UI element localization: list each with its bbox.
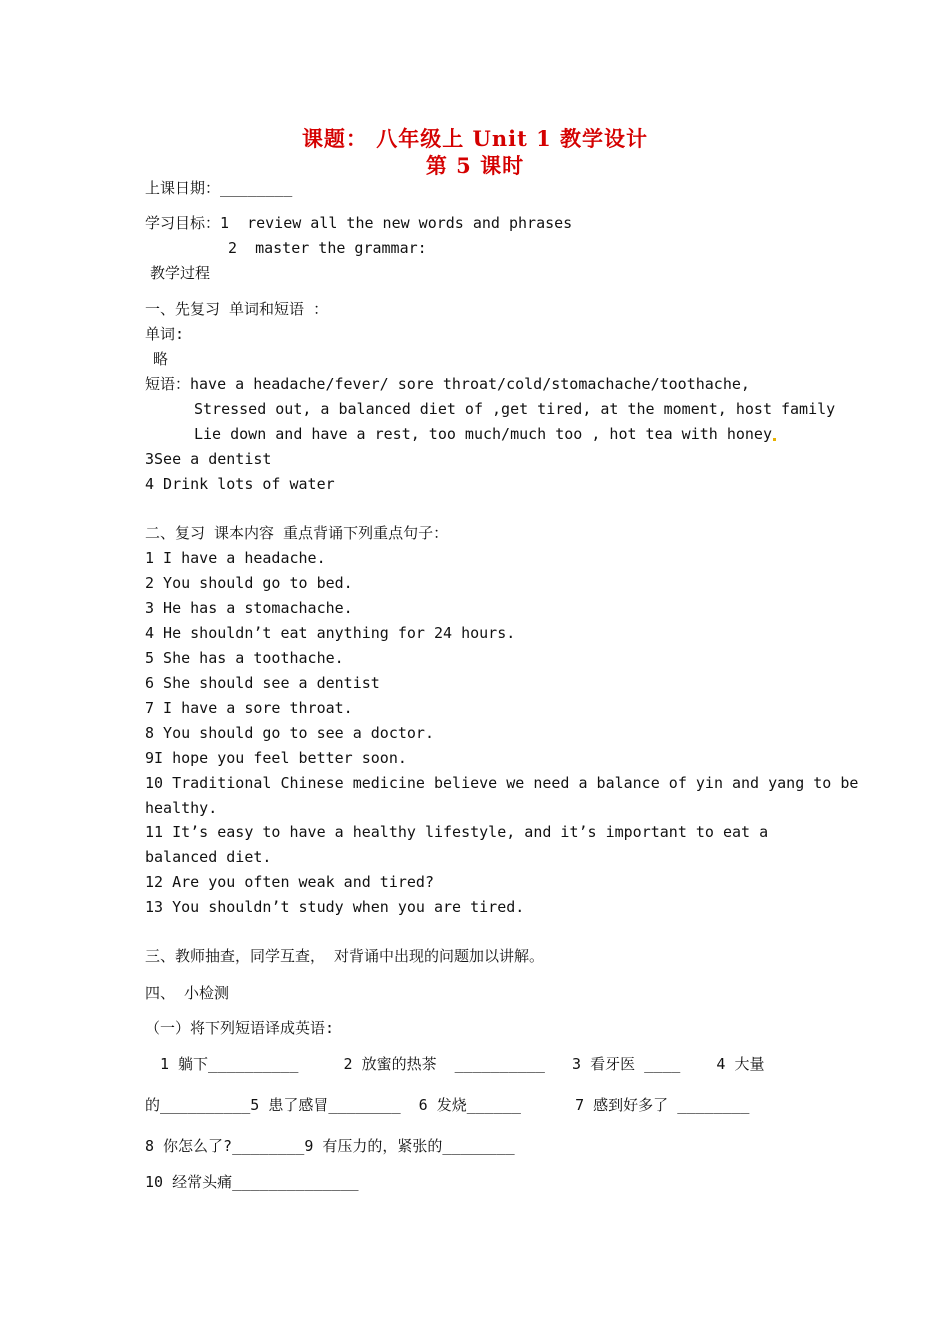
sentence-line: 11 It’s easy to have a healthy lifestyle, and it’s important to eat a: [145, 823, 769, 841]
sentence-line: 6 She should see a dentist: [145, 674, 380, 692]
quiz-row-2: 的__________5 患了感冒________ 6 发烧______ 7 感到好多了 ________: [145, 1096, 750, 1114]
sentence-line: 1 I have a headache.: [145, 549, 326, 567]
section3-heading: 三、教师抽查，同学互查， 对背诵中出现的问题加以讲解。: [145, 947, 545, 965]
sentence-line: 5 She has a toothache.: [145, 649, 344, 667]
section4-heading: 四、 小检测: [145, 984, 230, 1002]
section1-heading: 一、先复习 单词和短语 ：: [145, 300, 329, 318]
phrase-item-3: 3See a dentist: [145, 450, 272, 468]
lesson-period: 第 5 课时: [425, 153, 525, 178]
sentence-line: 13 You shouldn’t study when you are tired.: [145, 898, 525, 916]
section2-heading: 二、复习 课本内容 重点背诵下列重点句子：: [145, 524, 449, 542]
sentence-line: 2 You should go to bed.: [145, 574, 353, 592]
phrases-line-3-text: Lie down and have a rest, too much/much too , hot tea with honey: [194, 425, 772, 443]
objective-1: 学习目标：1 review all the new words and phrases: [145, 214, 573, 232]
process-label: 教学过程: [150, 264, 211, 282]
sentence-line: 10 Traditional Chinese medicine believe we need a balance of yin and yang to be: [145, 774, 859, 792]
lesson-title: 课题： 八年级上 Unit 1 教学设计: [301, 126, 649, 151]
objective-2: 2 master the grammar:: [228, 239, 427, 257]
quiz-row-1: 1 躺下__________ 2 放蜜的热茶 __________ 3 看牙医 ____ 4 大量: [160, 1055, 765, 1073]
sentence-line: 3 He has a stomachache.: [145, 599, 353, 617]
class-date: 上课日期：________: [145, 179, 293, 197]
sentence-line: 4 He shouldn’t eat anything for 24 hours.: [145, 624, 516, 642]
sentence-line: 12 Are you often weak and tired?: [145, 873, 434, 891]
sentence-line: healthy.: [145, 799, 218, 817]
sentence-line: 7 I have a sore throat.: [145, 699, 353, 717]
words-label: 单词:: [145, 325, 185, 343]
section4-subheading: （一）将下列短语译成英语:: [145, 1019, 335, 1037]
sentence-line: balanced diet.: [145, 848, 272, 866]
phrases-line-1: 短语：have a headache/fever/ sore throat/cold/stomachache/toothache,: [145, 375, 750, 393]
quiz-row-4: 10 经常头痛______________: [145, 1173, 359, 1191]
phrase-item-4: 4 Drink lots of water: [145, 475, 335, 493]
words-value: 略: [153, 350, 169, 368]
phrases-line-2: Stressed out, a balanced diet of ,get tired, at the moment, host family: [194, 400, 836, 418]
phrases-line-3: [194, 424, 776, 444]
sentence-line: 9I hope you feel better soon.: [145, 749, 407, 767]
sentence-line: 8 You should go to see a doctor.: [145, 724, 434, 742]
quiz-row-3: 8 你怎么了?________9 有压力的，紧张的________: [145, 1137, 515, 1155]
marker-dot: [773, 438, 776, 441]
